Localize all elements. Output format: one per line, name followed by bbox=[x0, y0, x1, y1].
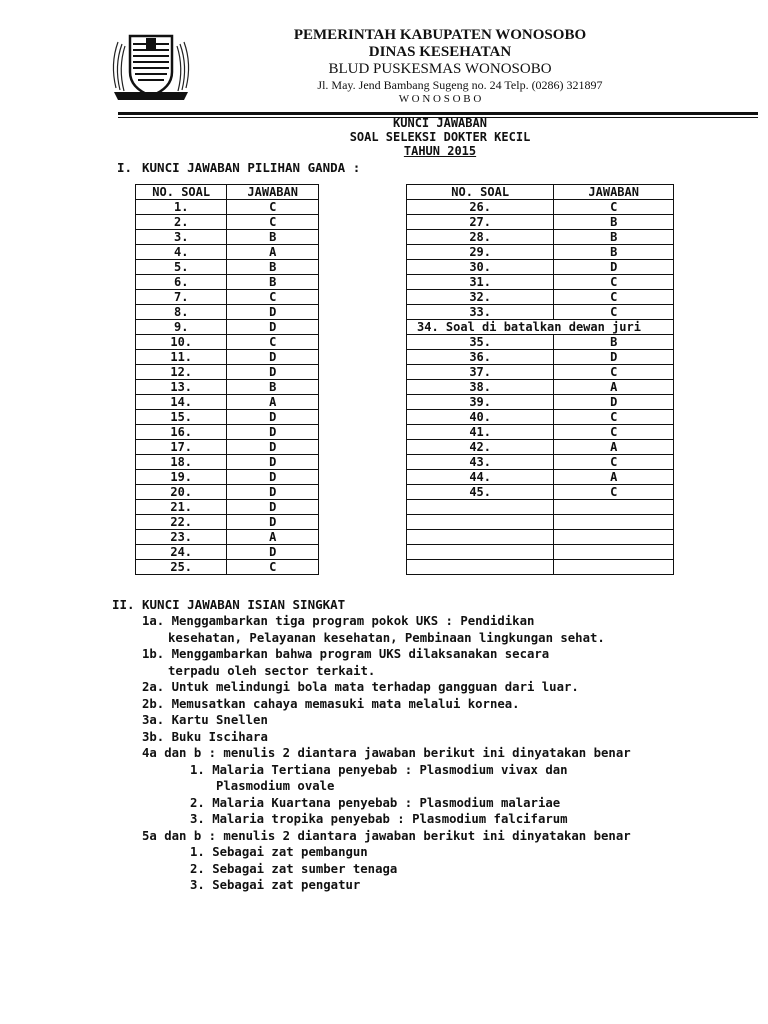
answer-cell: D bbox=[227, 515, 319, 530]
question-number-cell bbox=[407, 545, 554, 560]
question-number-cell: 13. bbox=[136, 380, 227, 395]
question-number-cell: 17. bbox=[136, 440, 227, 455]
doc-title: KUNCI JAWABAN bbox=[393, 116, 487, 130]
table-row bbox=[136, 290, 319, 305]
question-number-cell: 29. bbox=[407, 245, 554, 260]
question-number-cell: 32. bbox=[407, 290, 554, 305]
answer-cell: A bbox=[227, 395, 319, 410]
answer-cell: C bbox=[227, 335, 319, 350]
table-row bbox=[136, 410, 319, 425]
table-row bbox=[136, 515, 319, 530]
table-row bbox=[407, 410, 674, 425]
question-number-cell: 1. bbox=[136, 200, 227, 215]
answer-table-left bbox=[135, 184, 319, 575]
table-row bbox=[136, 335, 319, 350]
table-row bbox=[407, 530, 674, 545]
header-city: W O N O S O B O bbox=[398, 93, 482, 105]
table-row bbox=[136, 530, 319, 545]
answer-cell: D bbox=[227, 545, 319, 560]
doc-subtitle: SOAL SELEKSI DOKTER KECIL bbox=[349, 130, 531, 144]
table-row bbox=[407, 425, 674, 440]
question-number-cell: 22. bbox=[136, 515, 227, 530]
question-number-cell: 12. bbox=[136, 365, 227, 380]
question-number-cell: 31. bbox=[407, 275, 554, 290]
table-row bbox=[136, 485, 319, 500]
answer-cell: C bbox=[227, 560, 319, 575]
doc-year: TAHUN 2015 bbox=[403, 144, 477, 158]
question-number-cell: 28. bbox=[407, 230, 554, 245]
answer-cell: C bbox=[554, 410, 674, 425]
header-rule-thick bbox=[118, 112, 758, 115]
answer-cell: B bbox=[227, 275, 319, 290]
answer-cell: B bbox=[554, 230, 674, 245]
table-row bbox=[407, 470, 674, 485]
table-row bbox=[407, 515, 674, 530]
answer-line: 3b. Buku Iscihara bbox=[142, 730, 268, 744]
table-row bbox=[136, 350, 319, 365]
question-number-cell: 40. bbox=[407, 410, 554, 425]
table-row bbox=[136, 245, 319, 260]
question-number-cell: 39. bbox=[407, 395, 554, 410]
answer-line: 1a. Menggambarkan tiga program pokok UKS : Pendidikan bbox=[142, 614, 535, 628]
answer-cell: C bbox=[227, 200, 319, 215]
answer-line: 1. Malaria Tertiana penyebab : Plasmodium vivax dan bbox=[190, 763, 568, 777]
answer-cell: C bbox=[554, 425, 674, 440]
answer-line: terpadu oleh sector terkait. bbox=[168, 664, 376, 678]
answer-cell: D bbox=[227, 470, 319, 485]
cancelled-question-cell: 34. Soal di batalkan dewan juri bbox=[407, 320, 674, 335]
section1-number: I. bbox=[117, 160, 133, 175]
table-row bbox=[407, 215, 674, 230]
table-row bbox=[136, 230, 319, 245]
table-row bbox=[136, 560, 319, 575]
table-row bbox=[407, 455, 674, 470]
answer-cell bbox=[554, 545, 674, 560]
question-number-cell: 9. bbox=[136, 320, 227, 335]
question-number-cell: 33. bbox=[407, 305, 554, 320]
answer-cell: D bbox=[227, 410, 319, 425]
table-row bbox=[407, 335, 674, 350]
table-row bbox=[136, 395, 319, 410]
question-number-cell: 24. bbox=[136, 545, 227, 560]
table-row bbox=[407, 245, 674, 260]
table-row bbox=[407, 380, 674, 395]
answer-line: 1b. Menggambarkan bahwa program UKS dilaksanakan secara bbox=[142, 647, 550, 661]
table-row bbox=[136, 500, 319, 515]
answer-cell bbox=[554, 530, 674, 545]
table-row bbox=[407, 500, 674, 515]
answer-cell: B bbox=[554, 335, 674, 350]
question-number-cell: 11. bbox=[136, 350, 227, 365]
answer-line: 2b. Memusatkan cahaya memasuki mata melalui kornea. bbox=[142, 697, 520, 711]
table-row bbox=[136, 215, 319, 230]
table-row bbox=[136, 305, 319, 320]
answer-line: kesehatan, Pelayanan kesehatan, Pembinaan lingkungan sehat. bbox=[168, 631, 605, 645]
question-number-cell bbox=[407, 515, 554, 530]
question-number-cell: 18. bbox=[136, 455, 227, 470]
column-header-jawaban: JAWABAN bbox=[554, 185, 674, 200]
question-number-cell: 37. bbox=[407, 365, 554, 380]
answer-cell: D bbox=[227, 350, 319, 365]
answer-cell: B bbox=[227, 380, 319, 395]
answer-cell: C bbox=[554, 305, 674, 320]
answer-line: 1. Sebagai zat pembangun bbox=[190, 845, 368, 859]
question-number-cell bbox=[407, 500, 554, 515]
header-address: Jl. May. Jend Bambang Sugeng no. 24 Telp. (0286) 321897 bbox=[317, 78, 603, 92]
answer-line: 2a. Untuk melindungi bola mata terhadap gangguan dari luar. bbox=[142, 680, 579, 694]
header-department: DINAS KESEHATAN bbox=[368, 44, 512, 60]
table-row bbox=[136, 365, 319, 380]
table-row bbox=[407, 260, 674, 275]
table-row bbox=[136, 425, 319, 440]
answer-line: 3. Malaria tropika penyebab : Plasmodium falcifarum bbox=[190, 812, 568, 826]
table-row bbox=[407, 200, 674, 215]
table-row bbox=[136, 455, 319, 470]
question-number-cell: 2. bbox=[136, 215, 227, 230]
answer-line: 2. Malaria Kuartana penyebab : Plasmodium malariae bbox=[190, 796, 561, 810]
section1-label: KUNCI JAWABAN PILIHAN GANDA : bbox=[142, 160, 361, 175]
answer-cell: B bbox=[554, 215, 674, 230]
table-row bbox=[136, 200, 319, 215]
answer-cell: D bbox=[227, 305, 319, 320]
section2-number: II. bbox=[112, 597, 135, 612]
answer-cell: D bbox=[554, 395, 674, 410]
table-row bbox=[407, 395, 674, 410]
question-number-cell: 4. bbox=[136, 245, 227, 260]
question-number-cell: 7. bbox=[136, 290, 227, 305]
answer-table-right bbox=[406, 184, 674, 575]
header-puskesmas: BLUD PUSKESMAS WONOSOBO bbox=[328, 61, 552, 77]
answer-cell: C bbox=[554, 455, 674, 470]
table-row bbox=[407, 290, 674, 305]
answer-cell: A bbox=[554, 440, 674, 455]
question-number-cell: 8. bbox=[136, 305, 227, 320]
answer-cell: A bbox=[227, 245, 319, 260]
question-number-cell: 43. bbox=[407, 455, 554, 470]
column-header-jawaban: JAWABAN bbox=[227, 185, 319, 200]
question-number-cell: 5. bbox=[136, 260, 227, 275]
answer-cell bbox=[554, 500, 674, 515]
answer-cell: C bbox=[554, 290, 674, 305]
answer-line: 4a dan b : menulis 2 diantara jawaban berikut ini dinyatakan benar bbox=[142, 746, 631, 760]
answer-cell bbox=[554, 560, 674, 575]
answer-cell: C bbox=[227, 290, 319, 305]
table-row bbox=[407, 230, 674, 245]
answer-cell: A bbox=[227, 530, 319, 545]
answer-cell: D bbox=[227, 485, 319, 500]
column-header-no-soal: NO. SOAL bbox=[136, 185, 227, 200]
table-row bbox=[407, 320, 674, 335]
answer-cell: B bbox=[227, 230, 319, 245]
table-row bbox=[407, 350, 674, 365]
question-number-cell: 3. bbox=[136, 230, 227, 245]
question-number-cell: 21. bbox=[136, 500, 227, 515]
table-row bbox=[407, 545, 674, 560]
answer-cell: D bbox=[227, 320, 319, 335]
answer-cell: C bbox=[554, 365, 674, 380]
section2-label: KUNCI JAWABAN ISIAN SINGKAT bbox=[142, 597, 346, 612]
table-row bbox=[407, 275, 674, 290]
answer-cell: B bbox=[227, 260, 319, 275]
answer-cell bbox=[554, 515, 674, 530]
answer-cell: B bbox=[554, 245, 674, 260]
answer-line: Plasmodium ovale bbox=[216, 779, 335, 793]
question-number-cell: 15. bbox=[136, 410, 227, 425]
answer-line: 5a dan b : menulis 2 diantara jawaban berikut ini dinyatakan benar bbox=[142, 829, 631, 843]
table-row bbox=[136, 275, 319, 290]
answer-cell: D bbox=[227, 455, 319, 470]
question-number-cell: 6. bbox=[136, 275, 227, 290]
question-number-cell bbox=[407, 560, 554, 575]
table-row bbox=[136, 260, 319, 275]
question-number-cell: 45. bbox=[407, 485, 554, 500]
answer-cell: C bbox=[227, 215, 319, 230]
header-government: PEMERINTAH KABUPATEN WONOSOBO bbox=[293, 27, 587, 43]
table-row bbox=[407, 305, 674, 320]
answer-cell: A bbox=[554, 470, 674, 485]
answer-line: 3. Sebagai zat pengatur bbox=[190, 878, 361, 892]
question-number-cell: 26. bbox=[407, 200, 554, 215]
question-number-cell: 10. bbox=[136, 335, 227, 350]
question-number-cell: 16. bbox=[136, 425, 227, 440]
question-number-cell: 20. bbox=[136, 485, 227, 500]
answer-cell: C bbox=[554, 275, 674, 290]
answer-cell: A bbox=[554, 380, 674, 395]
answer-cell: C bbox=[554, 485, 674, 500]
answer-cell: D bbox=[227, 425, 319, 440]
table-row bbox=[407, 485, 674, 500]
regency-logo bbox=[108, 28, 194, 102]
question-number-cell: 42. bbox=[407, 440, 554, 455]
question-number-cell bbox=[407, 530, 554, 545]
question-number-cell: 25. bbox=[136, 560, 227, 575]
answer-line: 3a. Kartu Snellen bbox=[142, 713, 268, 727]
column-header-no-soal: NO. SOAL bbox=[407, 185, 554, 200]
table-row bbox=[136, 380, 319, 395]
answer-cell: D bbox=[227, 500, 319, 515]
table-row bbox=[407, 440, 674, 455]
answer-cell: D bbox=[554, 350, 674, 365]
table-row bbox=[136, 545, 319, 560]
question-number-cell: 19. bbox=[136, 470, 227, 485]
answer-cell: C bbox=[554, 200, 674, 215]
table-row bbox=[136, 440, 319, 455]
question-number-cell: 44. bbox=[407, 470, 554, 485]
question-number-cell: 38. bbox=[407, 380, 554, 395]
question-number-cell: 35. bbox=[407, 335, 554, 350]
table-row bbox=[407, 560, 674, 575]
answer-line: 2. Sebagai zat sumber tenaga bbox=[190, 862, 398, 876]
question-number-cell: 36. bbox=[407, 350, 554, 365]
table-row bbox=[136, 320, 319, 335]
answer-cell: D bbox=[554, 260, 674, 275]
answer-cell: D bbox=[227, 440, 319, 455]
table-row bbox=[136, 470, 319, 485]
question-number-cell: 30. bbox=[407, 260, 554, 275]
question-number-cell: 27. bbox=[407, 215, 554, 230]
question-number-cell: 23. bbox=[136, 530, 227, 545]
answer-cell: D bbox=[227, 365, 319, 380]
question-number-cell: 14. bbox=[136, 395, 227, 410]
table-row bbox=[407, 365, 674, 380]
question-number-cell: 41. bbox=[407, 425, 554, 440]
